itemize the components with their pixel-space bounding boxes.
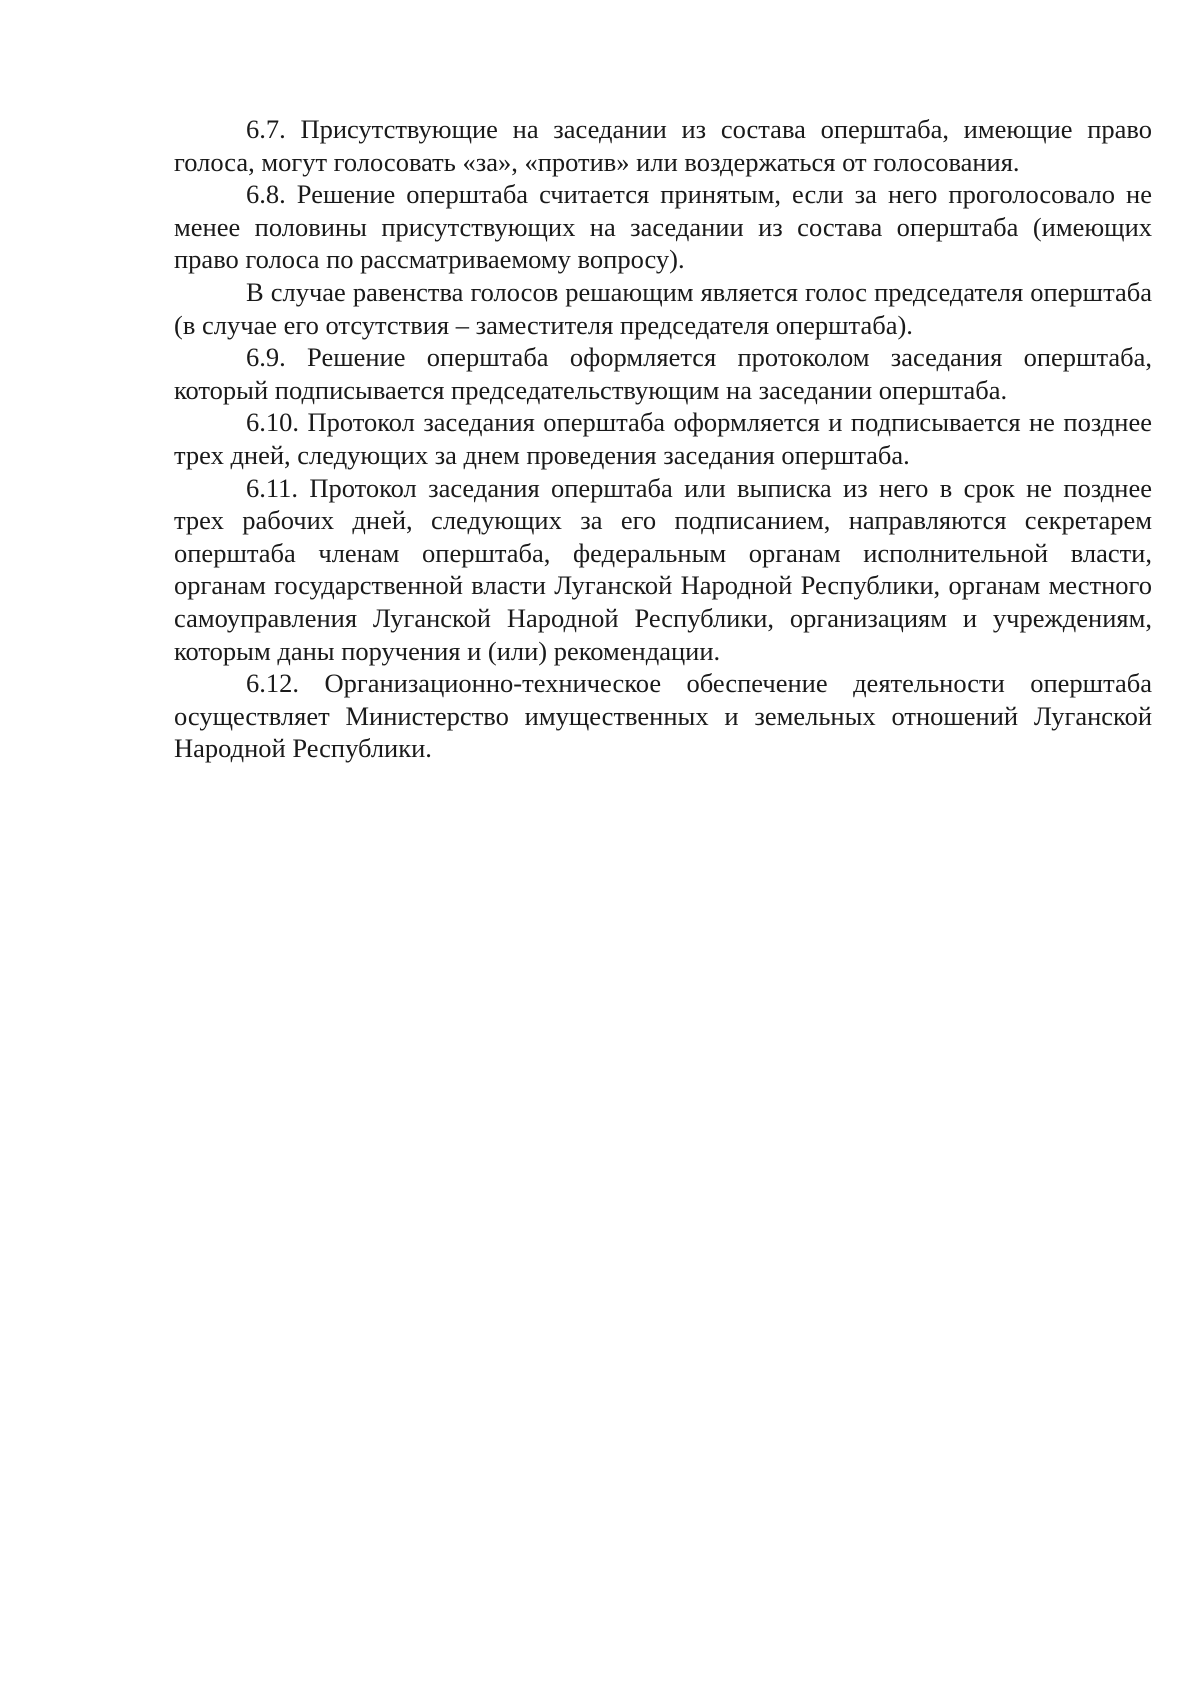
paragraph-6-7: 6.7. Присутствующие на заседании из состава оперштаба, имеющие право голоса, могут голосовать «за», «против» или воздержаться от голосования. xyxy=(174,114,1152,177)
paragraph-6-8-tie-vote: В случае равенства голосов решающим является голос председателя оперштаба (в случае его отсутствия – заместителя председателя оперштаба). xyxy=(174,276,1152,340)
document-body xyxy=(174,113,1152,765)
paragraph-6-12: 6.12. Организационно-техническое обеспечение деятельности оперштаба осуществляет Министерство имущественных и земельных отношений Луганской Народной Республики. xyxy=(174,668,1152,764)
paragraph-6-8: 6.8. Решение оперштаба считается принятым, если за него проголосовало не менее половины присутствующих на заседании из состава оперштаба (имеющих право голоса по рассматриваемому вопросу). xyxy=(174,179,1152,275)
paragraph-6-9: 6.9. Решение оперштаба оформляется протоколом заседания оперштаба, который подписывается председательствующим на заседании оперштаба. xyxy=(174,342,1152,405)
paragraph-6-11: 6.11. Протокол заседания оперштаба или выписка из него в срок не позднее трех рабочих дней, следующих за его подписанием, направляются секретарем оперштаба членам оперштаба, федеральным органам исполнительной власти, органам государственной власти Луганской Народной Республики, органам местного самоуправления Луганской Народной Республики, организациям и учреждениям, которым даны поручения и (или) рекомендации. xyxy=(174,472,1152,666)
paragraph-6-10: 6.10. Протокол заседания оперштаба оформляется и подписывается не позднее трех дней, следующих за днем проведения заседания оперштаба. xyxy=(174,407,1152,470)
